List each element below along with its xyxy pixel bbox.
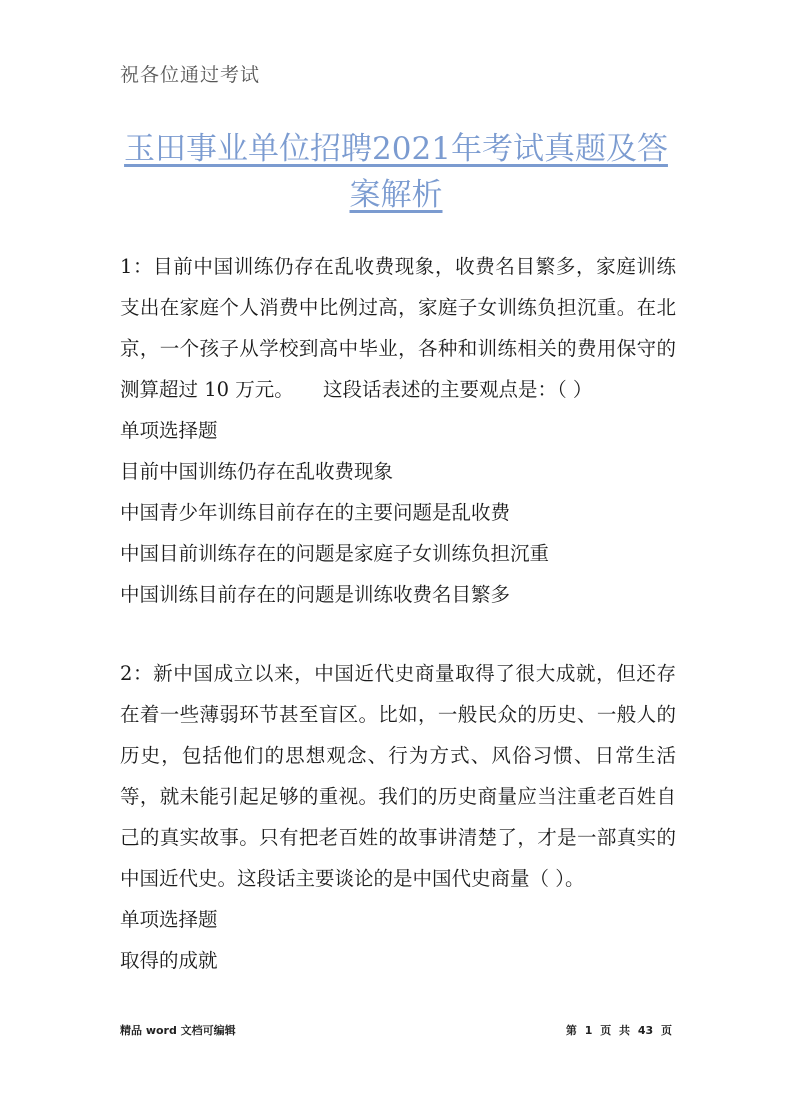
answer-option: 取得的成就 <box>120 949 218 972</box>
answer-option: 中国青少年训练目前存在的主要问题是乱收费 <box>120 501 511 524</box>
answer-option: 中国训练目前存在的问题是训练收费名目繁多 <box>120 583 511 606</box>
question-stem: 2：新中国成立以来，中国近代史商量取得了很大成就，但还存在着一些薄弱环节甚至盲区。比如，一般民众的历史、一般人的历史，包括他们的思想观念、行为方式、风俗习惯、日常生活等，就未能引起足够的重视。我们的历史商量应当注重老百姓自己的真实故事。只有把老百姓的故事讲清楚了，才是一部真实的中国近代史。这段话主要谈论的是中国代史商量（ ）。 <box>120 662 676 890</box>
question-block <box>120 246 676 615</box>
question-block <box>120 653 676 981</box>
question-type: 单项选择题 <box>120 908 218 931</box>
document-body <box>120 246 676 981</box>
question-type: 单项选择题 <box>120 419 218 442</box>
document-title[interactable]: 玉田事业单位招聘2021年考试真题及答案解析 <box>124 131 668 213</box>
page-number: 第 1 页 共 43 页 <box>565 1024 672 1037</box>
answer-option: 目前中国训练仍存在乱收费现象 <box>120 460 394 483</box>
question-stem: 1：目前中国训练仍存在乱收费现象，收费名目繁多，家庭训练支出在家庭个人消费中比例过高，家庭子女训练负担沉重。在北京，一个孩子从学校到高中毕业，各种和训练相关的费用保守的测算超过 10 万元。 这段话表述的主要观点是：（ ） <box>120 255 676 401</box>
page-greeting: 祝各位通过考试 <box>120 64 261 86</box>
paragraph-spacer <box>120 615 676 653</box>
footer-note: 精品 word 文档可编辑 <box>120 1024 236 1037</box>
answer-option: 中国目前训练存在的问题是家庭子女训练负担沉重 <box>120 542 550 565</box>
